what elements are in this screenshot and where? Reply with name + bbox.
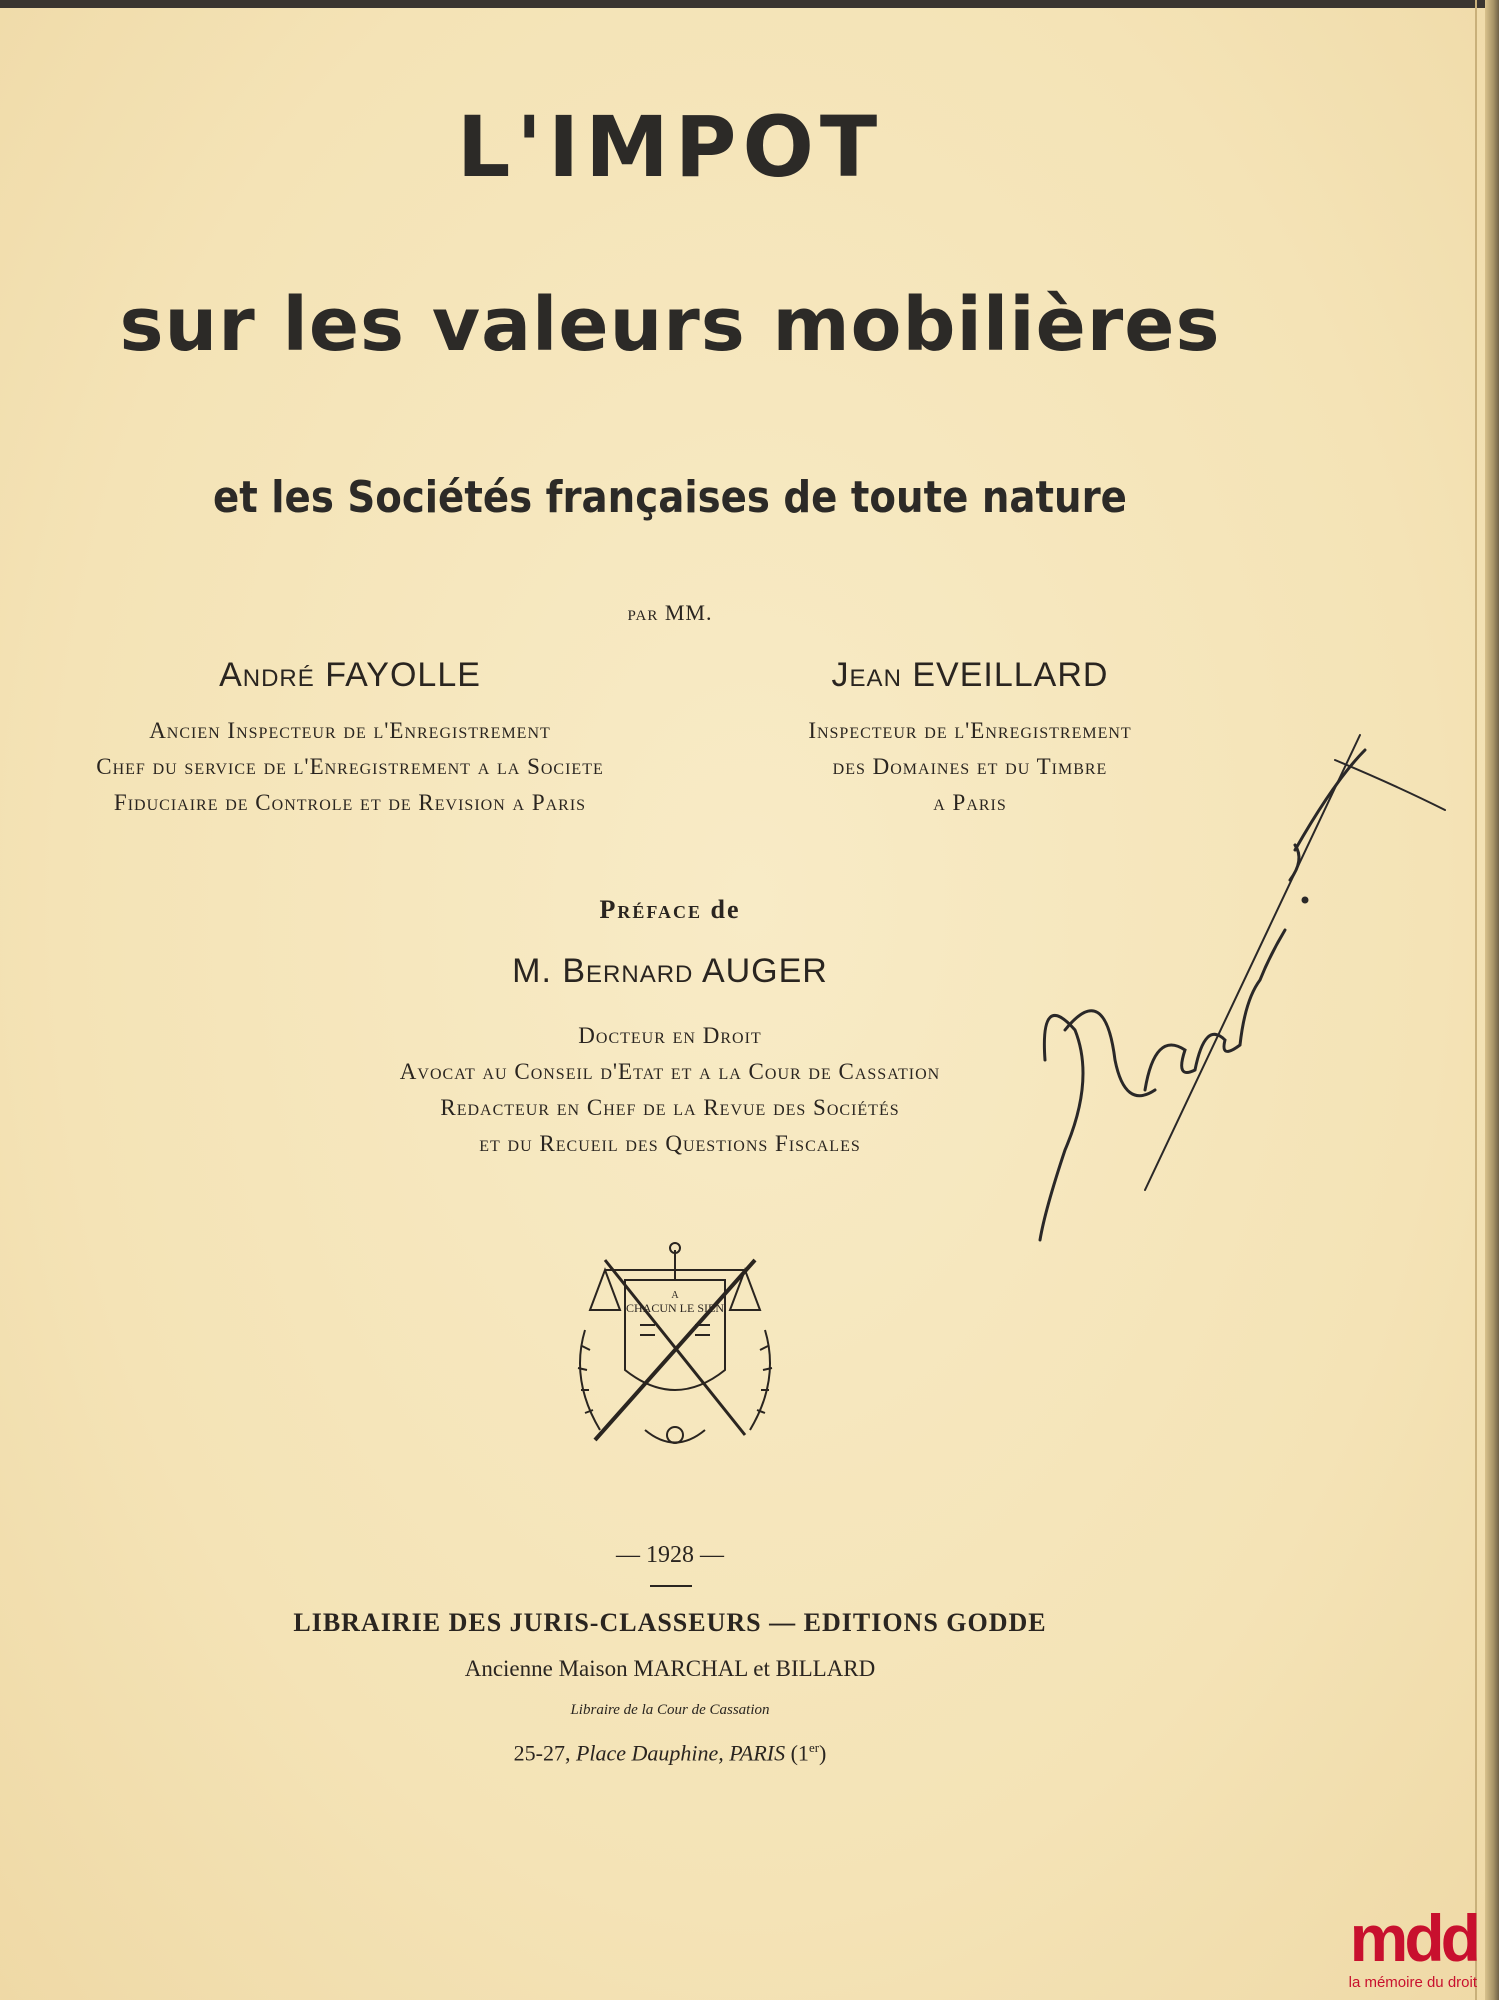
mdd-logo-tagline: la mémoire du droit bbox=[1348, 1974, 1477, 1991]
scan-right-edge bbox=[1485, 0, 1499, 2000]
credential-line: et du Recueil des Questions Fiscales bbox=[479, 1131, 861, 1156]
mdd-logo-mark: mdd bbox=[1349, 1901, 1477, 1975]
author-name bbox=[40, 656, 660, 695]
credential-line: Avocat au Conseil d'Etat et a la Cour de Cassation bbox=[399, 1059, 941, 1084]
address-prefix: 25-27, bbox=[513, 1740, 571, 1766]
scan-top-edge bbox=[0, 0, 1499, 8]
title-line-2: sur les valeurs mobilières bbox=[119, 282, 1221, 368]
handwritten-signature-icon bbox=[1035, 730, 1455, 1250]
publisher-role: Libraire de la Cour de Cassation bbox=[570, 1702, 770, 1718]
credential-line: Ancien Inspecteur de l'Enregistrement bbox=[149, 718, 551, 743]
title-line-3: et les Sociétés françaises de toute nature bbox=[213, 472, 1127, 523]
preface-author-prefix: M. Bernard bbox=[512, 952, 694, 990]
address-sup: er bbox=[808, 1740, 820, 1755]
address-close: ) bbox=[819, 1740, 827, 1766]
publication-year: — 1928 — bbox=[616, 1542, 724, 1568]
publisher-former: Ancienne Maison MARCHAL et BILLARD bbox=[464, 1656, 876, 1681]
author-first-name: Jean bbox=[831, 656, 902, 694]
title-line-1: L'IMPOT bbox=[456, 98, 884, 196]
scales-of-justice-emblem-icon bbox=[565, 1240, 785, 1460]
address-street: Place Dauphine, PARIS bbox=[575, 1740, 786, 1766]
credential-line: Fiduciaire de Controle et de Revision a Paris bbox=[113, 790, 587, 815]
publisher-name: LIBRAIRIE DES JURIS-CLASSEURS — EDITIONS GODDE bbox=[293, 1608, 1047, 1637]
author-block-fayolle bbox=[40, 656, 660, 821]
publisher-address bbox=[0, 1740, 1340, 1766]
preface-de: de bbox=[710, 895, 741, 924]
author-last-name: FAYOLLE bbox=[325, 656, 481, 694]
preface-label: Préface bbox=[599, 895, 703, 924]
divider-rule bbox=[650, 1585, 692, 1587]
address-arrondissement: (1 bbox=[790, 1740, 809, 1766]
author-name bbox=[730, 656, 1210, 695]
binding-line bbox=[1475, 0, 1477, 2000]
credential-line: Redacteur en Chef de la Revue des Sociétés bbox=[440, 1095, 900, 1120]
credential-line: Inspecteur de l'Enregistrement bbox=[808, 718, 1132, 743]
mdd-logo bbox=[1331, 1900, 1491, 1996]
author-credentials bbox=[40, 713, 660, 821]
emblem-motto-line-1: A bbox=[671, 1290, 679, 1301]
credential-line: des Domaines et du Timbre bbox=[832, 754, 1108, 779]
credential-line: a Paris bbox=[933, 790, 1007, 815]
preface-author-last: AUGER bbox=[701, 952, 828, 990]
author-last-name: EVEILLARD bbox=[912, 656, 1109, 694]
credential-line: Docteur en Droit bbox=[578, 1023, 762, 1048]
author-first-name: André bbox=[219, 656, 315, 694]
byline: par MM. bbox=[627, 600, 713, 625]
emblem-motto-line-2: CHACUN LE SIEN bbox=[626, 1301, 724, 1315]
credential-line: Chef du service de l'Enregistrement a la Societe bbox=[96, 754, 604, 779]
